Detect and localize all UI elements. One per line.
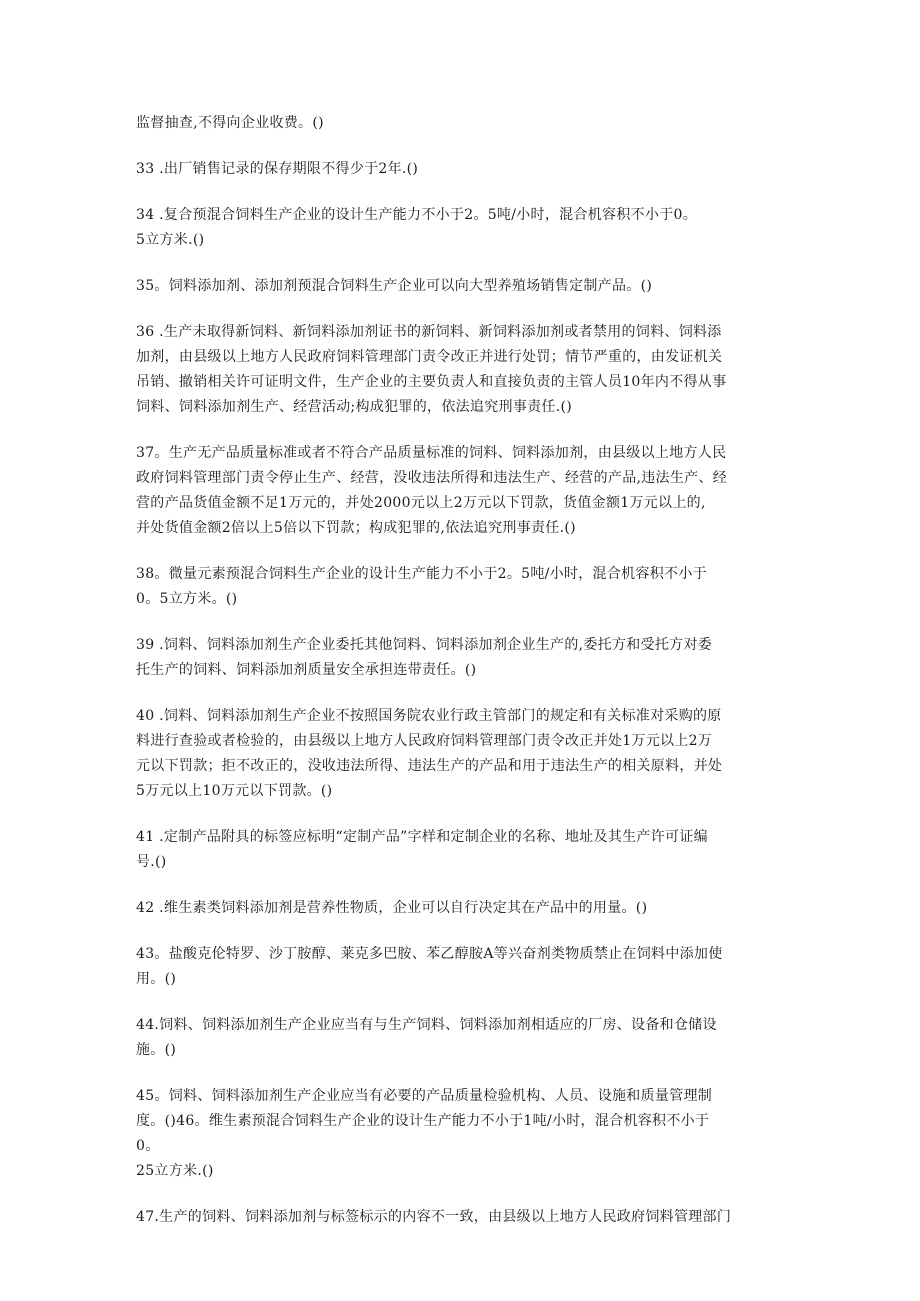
question-41 — [136, 825, 784, 875]
text-line: 33 .出厂销售记录的保存期限不得少于2年.() — [136, 161, 419, 177]
question-45-46 — [136, 1084, 784, 1184]
question-37 — [136, 441, 784, 541]
question-40 — [136, 704, 784, 804]
text-line: 41 .定制产品附具的标签应标明“定制产品”字样和定制企业的名称、地址及其生产许可证编 — [136, 829, 708, 845]
text-line: 42 .维生素类饲料添加剂是营养性物质，企业可以自行决定其在产品中的用量。() — [136, 900, 648, 916]
text-line: 元以下罚款；拒不改正的，没收违法所得、违法生产的产品和用于违法生产的相关原料，并处 — [136, 758, 723, 774]
question-34 — [136, 203, 784, 253]
question-33 — [136, 157, 784, 182]
text-line: 34 .复合预混合饲料生产企业的设计生产能力不小于2。5吨/小时，混合机容积不小于0。 — [136, 207, 698, 223]
text-line: 饲料、饲料添加剂生产、经营活动;构成犯罪的，依法追究刑事责任.() — [136, 399, 572, 415]
question-36 — [136, 320, 784, 420]
text-line: 25立方米.() — [136, 1163, 214, 1179]
text-line: 号.() — [136, 854, 167, 870]
text-line: 5万元以上10万元以下罚款。() — [136, 783, 333, 799]
text-line: 37。生产无产品质量标准或者不符合产品质量标准的饲料、饲料添加剂，由县级以上地方人民 — [136, 445, 727, 461]
question-38 — [136, 562, 784, 612]
text-line: 施。() — [136, 1042, 177, 1058]
text-line: 38。微量元素预混合饲料生产企业的设计生产能力不小于2。5吨/小时，混合机容积不小于 — [136, 566, 707, 582]
text-line: 营的产品货值金额不足1万元的，并处2000元以上2万元以下罚款，货值金额1万元以上的, — [136, 495, 706, 511]
text-line: 45。饲料、饲料添加剂生产企业应当有必要的产品质量检验机构、人员、设施和质量管理制 — [136, 1088, 713, 1104]
text-line: 加剂，由县级以上地方人民政府饲料管理部门责令改正并进行处罚；情节严重的，由发证机关 — [136, 349, 723, 365]
text-line: 43。盐酸克伦特罗、沙丁胺醇、莱克多巴胺、苯乙醇胺A等兴奋剂类物质禁止在饲料中添加使 — [136, 946, 723, 962]
text-line: 35。饲料添加剂、添加剂预混合饲料生产企业可以向大型养殖场销售定制产品。() — [136, 278, 653, 294]
text-line: 0。 — [136, 1138, 160, 1154]
text-line: 44.饲料、饲料添加剂生产企业应当有与生产饲料、饲料添加剂相适应的厂房、设备和仓储设 — [136, 1017, 717, 1033]
text-line: 吊销、撤销相关许可证明文件，生产企业的主要负责人和直接负责的主管人员10年内不得从事 — [136, 374, 727, 390]
question-44 — [136, 1013, 784, 1063]
text-line: 并处货值金额2倍以上5倍以下罚款；构成犯罪的,依法追究刑事责任.() — [136, 520, 576, 536]
text-line: 39 .饲料、饲料添加剂生产企业委托其他饲料、饲料添加剂企业生产的,委托方和受托方对委 — [136, 637, 713, 653]
text-line: 47.生产的饲料、饲料添加剂与标签标示的内容不一致，由县级以上地方人民政府饲料管理部门 — [136, 1209, 732, 1225]
question-47 — [136, 1205, 784, 1230]
question-35 — [136, 274, 784, 299]
question-43 — [136, 942, 784, 992]
document-page — [136, 111, 784, 1251]
question-42 — [136, 896, 784, 921]
text-line: 用。() — [136, 971, 177, 987]
text-line: 政府饲料管理部门责令停止生产、经营，没收违法所得和违法生产、经营的产品,违法生产、经 — [136, 470, 728, 486]
question-39 — [136, 633, 784, 683]
text-line: 40 .饲料、饲料添加剂生产企业不按照国务院农业行政主管部门的规定和有关标准对采购的原 — [136, 708, 722, 724]
text-line: 0。5立方米。() — [136, 591, 238, 607]
text-line: 料进行查验或者检验的，由县级以上地方人民政府饲料管理部门责令改正并处1万元以上2万 — [136, 733, 713, 749]
text-line: 托生产的饲料、饲料添加剂质量安全承担连带责任。() — [136, 662, 477, 678]
text-line: 监督抽查,不得向企业收费。() — [136, 115, 324, 131]
text-line: 36 .生产未取得新饲料、新饲料添加剂证书的新饲料、新饲料添加剂或者禁用的饲料、饲料添 — [136, 324, 722, 340]
text-line: 5立方米.() — [136, 232, 205, 248]
text-line: 度。()46。维生素预混合饲料生产企业的设计生产能力不小于1吨/小时，混合机容积不小于 — [136, 1113, 710, 1129]
paragraph-continued — [136, 111, 784, 136]
